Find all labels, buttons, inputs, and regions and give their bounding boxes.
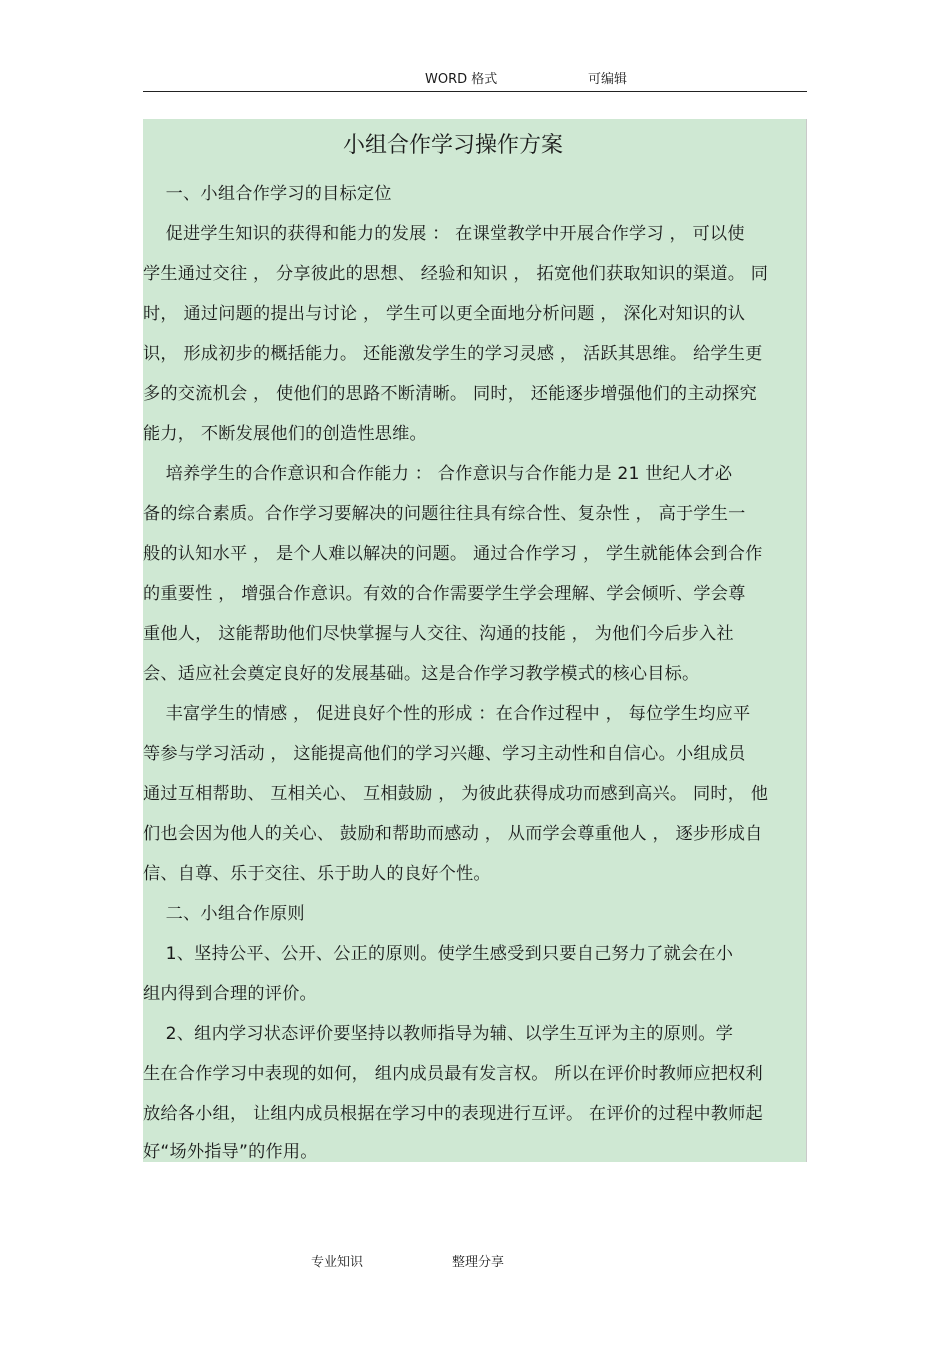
content-box — [143, 119, 807, 1162]
body-line: 重他人， 这能帮助他们尽快掌握与人交往、沟通的技能 ， 为他们今后步入社 — [143, 624, 734, 644]
body-line: 们也会因为他人的关心、 鼓励和帮助而感动 ， 从而学会尊重他人 ， 逐步形成自 — [143, 824, 763, 844]
body-line: 好“场外指导”的作用。 — [143, 1142, 318, 1162]
body-line: 能力， 不断发展他们的创造性思维。 — [143, 424, 427, 444]
body-line: 的重要性 ， 增强合作意识。有效的合作需要学生学会理解、学会倾听、学会尊 — [143, 584, 746, 604]
body-line: 信、自尊、乐于交往、乐于助人的良好个性。 — [143, 864, 491, 884]
body-line: 多的交流机会 ， 使他们的思路不断清晰。 同时， 还能逐步增强他们的主动探究 — [143, 384, 757, 404]
body-line: 放给各小组， 让组内成员根据在学习中的表现进行互评。 在评价的过程中教师起 — [143, 1104, 763, 1124]
body-line: 学生通过交往 ， 分享彼此的思想、 经验和知识 ， 拓宽他们获取知识的渠道。 同 — [143, 264, 769, 284]
body-line: 丰富学生的情感 ， 促进良好个性的形成 ：在合作过程中 ， 每位学生均应平 — [143, 704, 751, 724]
header-rule — [143, 91, 807, 92]
page-header-left: WORD 格式 — [425, 72, 498, 87]
body-line: 备的综合素质。合作学习要解决的问题往往具有综合性、复杂性 ， 高于学生一 — [143, 504, 746, 524]
body-line: 会、适应社会奠定良好的发展基础。这是合作学习教学模式的核心目标。 — [143, 664, 700, 684]
page-footer-right: 整理分享 — [452, 1255, 505, 1270]
body-line: 组内得到合理的评价。 — [143, 984, 317, 1004]
body-line: 等参与学习活动 ， 这能提高他们的学习兴趣、学习主动性和自信心。小组成员 — [143, 744, 746, 764]
body-line: 时， 通过问题的提出与讨论 ， 学生可以更全面地分析问题 ， 深化对知识的认 — [143, 304, 746, 324]
body-line: 般的认知水平 ， 是个人难以解决的问题。 通过合作学习 ， 学生就能体会到合作 — [143, 544, 763, 564]
body-line: 培养学生的合作意识和合作能力 ： 合作意识与合作能力是 21 世纪人才必 — [143, 464, 733, 484]
page-footer-left: 专业知识 — [311, 1255, 364, 1270]
body-line: 一、小组合作学习的目标定位 — [143, 184, 392, 204]
body-line: 二、小组合作原则 — [143, 904, 305, 924]
document-title: 小组合作学习操作方案 — [342, 133, 563, 158]
page-header-right: 可编辑 — [588, 72, 628, 87]
body-line: 2、组内学习状态评价要坚持以教师指导为辅、以学生互评为主的原则。学 — [143, 1024, 734, 1044]
body-line: 1、坚持公平、公开、公正的原则。使学生感受到只要自己努力了就会在小 — [143, 944, 734, 964]
body-line: 促进学生知识的获得和能力的发展 ： 在课堂教学中开展合作学习 ， 可以使 — [143, 224, 745, 244]
body-line: 识， 形成初步的概括能力。 还能激发学生的学习灵感 ， 活跃其思维。 给学生更 — [143, 344, 763, 364]
body-line: 通过互相帮助、 互相关心、 互相鼓励 ， 为彼此获得成功而感到高兴。 同时， 他 — [143, 784, 769, 804]
body-line: 生在合作学习中表现的如何， 组内成员最有发言权。 所以在评价时教师应把权利 — [143, 1064, 763, 1084]
